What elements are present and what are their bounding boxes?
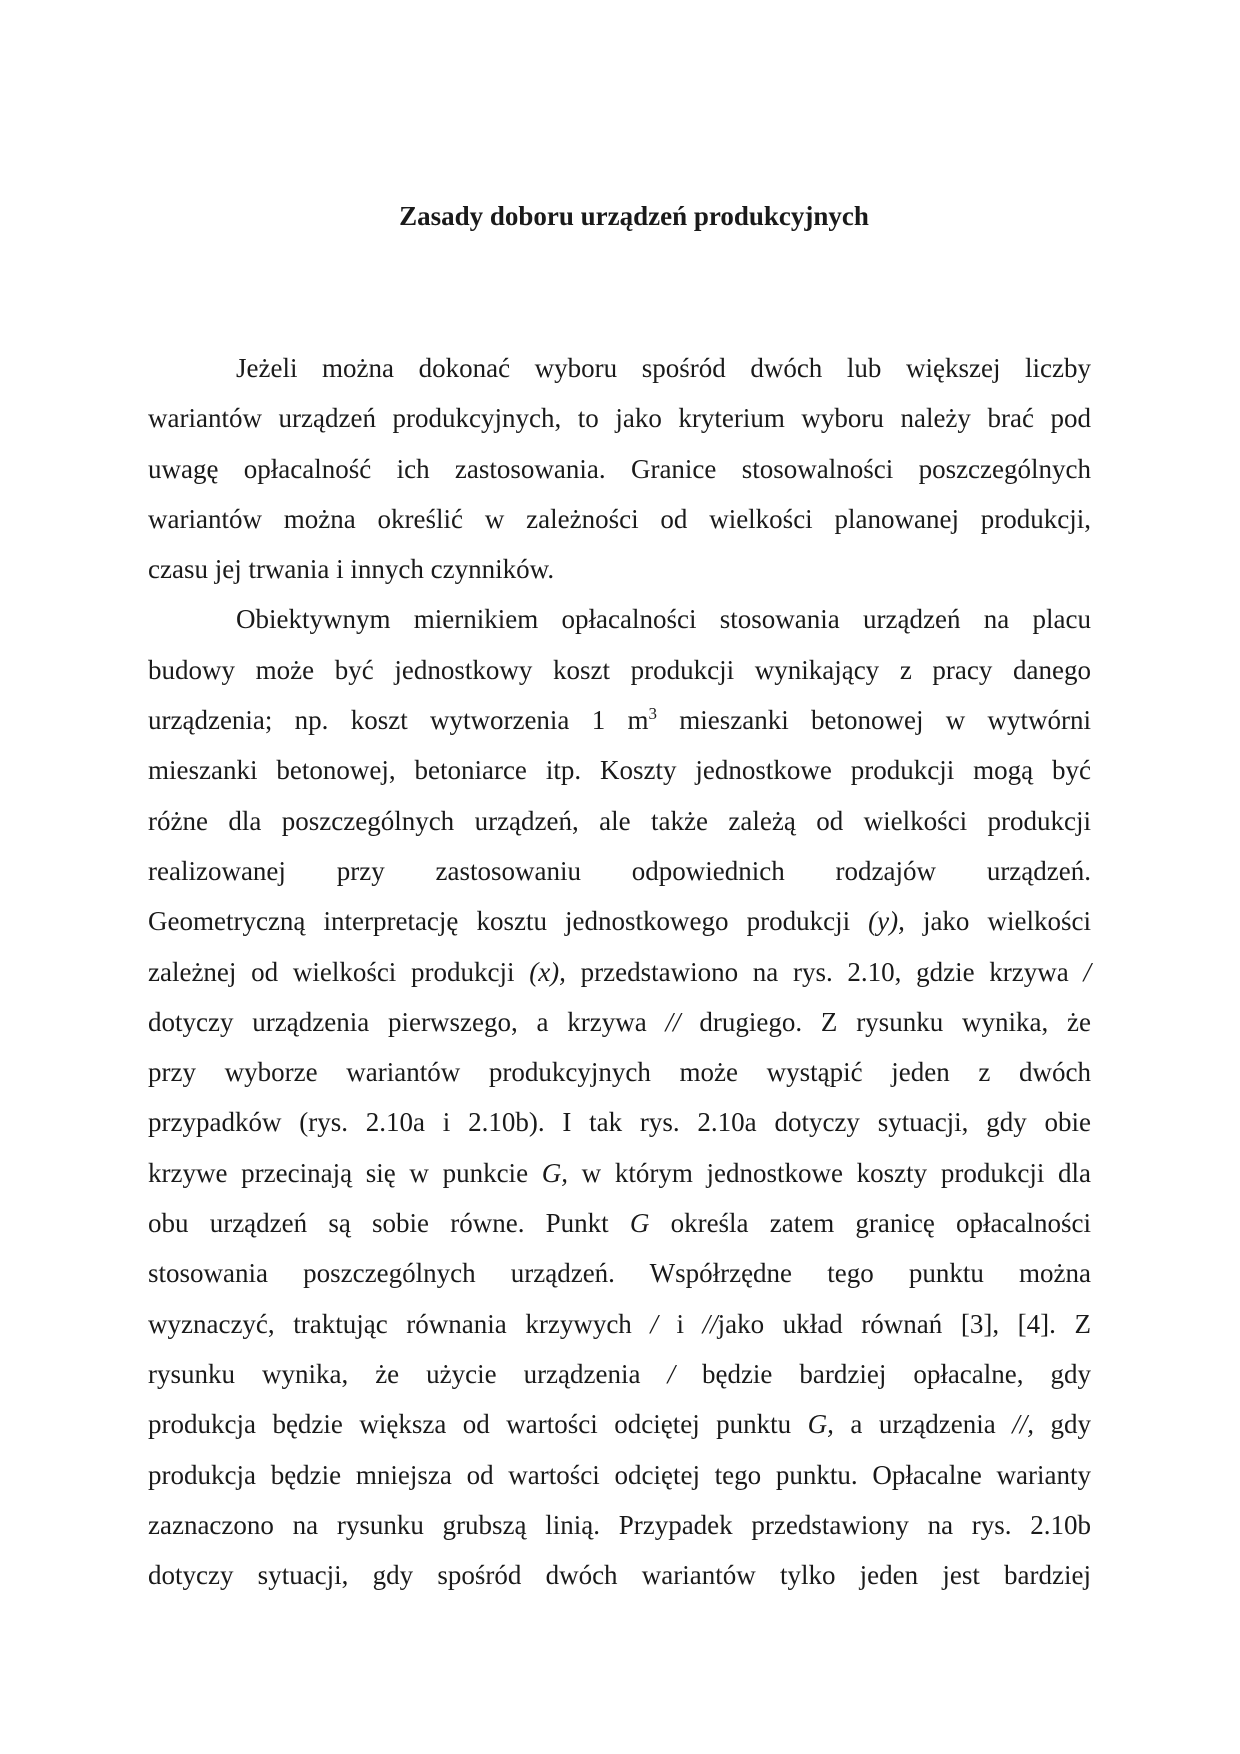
text-line [148, 947, 1091, 997]
curve-label-ii: //, [1012, 1409, 1035, 1440]
text-line: realizowanej przy zastosowaniu odpowiednich rodzajów urządzeń. [148, 855, 1091, 886]
text-fragment: jako układ równań [3], [4]. Z [717, 1308, 1091, 1339]
text-line: wariantów można określić w zależności od wielkości planowanej produkcji, [148, 503, 1091, 534]
paragraph-1 [148, 343, 1091, 594]
variable-g: G [629, 1208, 650, 1239]
curve-label-i: / [650, 1308, 658, 1339]
variable-x: (x), [529, 956, 566, 987]
paragraph-2 [148, 594, 1091, 1600]
text-fragment: a urządzenia [833, 1409, 1013, 1440]
variable-g: G, [541, 1157, 568, 1188]
text-line: Obiektywnym miernikiem opłacalności stosowania urządzeń na placu [236, 604, 1091, 635]
text-fragment: będzie bardziej opłacalne, gdy [674, 1358, 1091, 1389]
text-line [148, 1399, 1091, 1449]
text-fragment: obu urządzeń są sobie równe. Punkt [148, 1208, 630, 1239]
text-line: wariantów urządzeń produkcyjnych, to jako kryterium wyboru należy brać pod [148, 403, 1091, 434]
text-line [148, 997, 1091, 1047]
curve-label-i: / [1083, 956, 1091, 987]
text-line [148, 896, 1091, 946]
variable-y: (y), [868, 906, 905, 937]
text-line: dotyczy sytuacji, gdy spośród dwóch wariantów tylko jeden jest bardziej [148, 1560, 1091, 1591]
text-fragment: wyznaczyć, traktując równania krzywych [148, 1308, 651, 1339]
text-fragment: krzywe przecinają się w punkcie [148, 1157, 542, 1188]
text-line: czasu jej trwania i innych czynników. [148, 554, 555, 585]
text-fragment: określa zatem granicę opłacalności [649, 1208, 1091, 1239]
text-line: Jeżeli można dokonać wyboru spośród dwóch lub większej liczby [236, 353, 1091, 383]
text-line [148, 1148, 1091, 1198]
document-body [148, 343, 1091, 1600]
text-line: uwagę opłacalność ich zastosowania. Granice stosowalności poszczególnych [148, 453, 1091, 484]
text-fragment: dotyczy urządzenia pierwszego, a krzywa [148, 1006, 666, 1037]
text-line [148, 695, 1091, 745]
text-line: zaznaczono na rysunku grubszą linią. Przypadek przedstawiony na rys. 2.10b [148, 1509, 1091, 1540]
curve-label-i: / [667, 1358, 675, 1389]
text-line: różne dla poszczególnych urządzeń, ale także zależą od wielkości produkcji [148, 805, 1091, 836]
text-line: produkcja będzie mniejsza od wartości odciętej tego punktu. Opłacalne warianty [148, 1459, 1091, 1490]
text-fragment: Geometryczną interpretację kosztu jednostkowego produkcji [148, 906, 869, 937]
text-fragment: przedstawiono na rys. 2.10, gdzie krzywa [565, 956, 1084, 987]
text-fragment: i [657, 1308, 703, 1339]
text-fragment: w którym jednostkowe koszty produkcji dla [567, 1157, 1091, 1188]
text-line: budowy może być jednostkowy koszt produkcji wynikający z pracy danego [148, 654, 1091, 685]
text-fragment: urządzenia; np. koszt wytworzenia 1 m [148, 705, 649, 736]
superscript-exponent: 3 [648, 704, 657, 724]
text-fragment: jako wielkości [904, 906, 1091, 937]
document-title: Zasady doboru urządzeń produkcyjnych [399, 201, 869, 231]
curve-label-ii: // [702, 1308, 718, 1339]
text-line: stosowania poszczególnych urządzeń. Współrzędne tego punktu można [148, 1258, 1091, 1289]
text-fragment: gdy [1034, 1409, 1091, 1440]
text-line [148, 1349, 1091, 1399]
text-fragment: zależnej od wielkości produkcji [148, 956, 530, 987]
text-fragment: produkcja będzie większa od wartości odciętej punktu [148, 1409, 808, 1440]
text-fragment: rysunku wynika, że użycie urządzenia [148, 1358, 668, 1389]
text-fragment: drugiego. Z rysunku wynika, że [680, 1006, 1091, 1037]
curve-label-ii: // [665, 1006, 681, 1037]
text-line: przypadków (rys. 2.10a i 2.10b). I tak rys. 2.10a dotyczy sytuacji, gdy obie [148, 1107, 1091, 1138]
variable-g: G, [807, 1409, 834, 1440]
text-line [148, 1299, 1091, 1349]
text-line: przy wyborze wariantów produkcyjnych może wystąpić jeden z dwóch [148, 1057, 1091, 1088]
text-fragment: mieszanki betonowej w wytwórni [656, 705, 1091, 736]
text-line: mieszanki betonowej, betoniarce itp. Koszty jednostkowe produkcji mogą być [148, 755, 1091, 786]
text-line [148, 1198, 1091, 1248]
